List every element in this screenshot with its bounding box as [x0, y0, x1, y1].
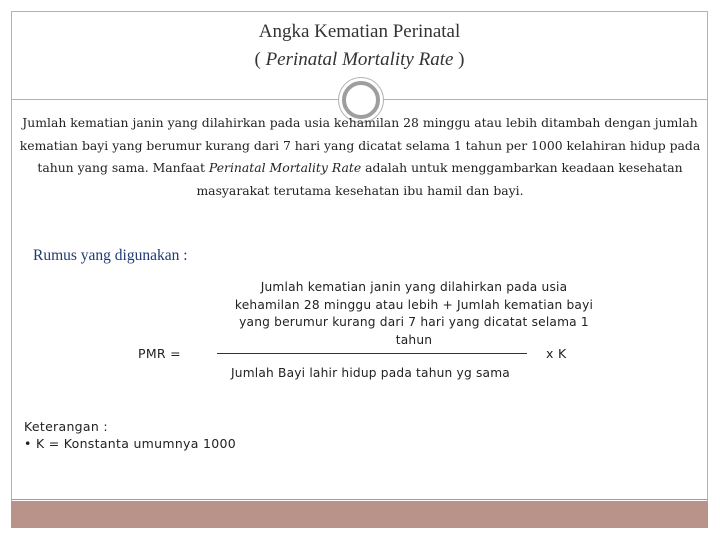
title-line-2 [11, 49, 708, 71]
notes-item: • K = Konstanta umumnya 1000 [24, 436, 237, 451]
numerator-line-4: tahun [395, 332, 433, 347]
formula-denominator: Jumlah Bayi lahir hidup pada tahun yg sama [231, 366, 510, 380]
definition-italic-term: Perinatal Mortality Rate [208, 160, 362, 175]
definition-paragraph [18, 112, 702, 202]
formula-numerator [208, 279, 620, 349]
definition-text-1: Jumlah kematian janin yang dilahirkan pada usia kehamilan 28 minggu atau lebih ditambah dengan jumlah kematian bayi yang berumur kurang dari 7 hari yang dicatat selama 1 tahun per 1000 kelahiran hidup pada tahun yang sama. Manfaat [19, 115, 701, 175]
formula-multiplier: x K [546, 346, 567, 361]
numerator-line-3: yang berumur kurang dari 7 hari yang dicatat selama 1 [239, 315, 589, 329]
formula-lhs: PMR = [138, 346, 181, 361]
title-line-1: Angka Kematian Perinatal [258, 21, 461, 42]
notes-heading: Keterangan : [24, 419, 108, 434]
notes-block [24, 418, 236, 452]
fraction-bar [217, 353, 527, 354]
numerator-line-1: Jumlah kematian janin yang dilahirkan pada usia [260, 280, 568, 294]
formula-heading: Rumus yang digunakan : [33, 247, 188, 264]
definition-text-2: adalah untuk menggambarkan keadaan kesehatan masyarakat terutama kesehatan ibu hamil dan bayi. [196, 160, 683, 198]
numerator-line-2: kehamilan 28 minggu atau lebih + Jumlah kematian bayi [234, 297, 594, 312]
title-close-paren: ) [458, 49, 465, 70]
title-english-term: Perinatal Mortality Rate [265, 49, 454, 70]
title-open-paren: ( [254, 49, 261, 70]
footer-band [11, 501, 708, 528]
